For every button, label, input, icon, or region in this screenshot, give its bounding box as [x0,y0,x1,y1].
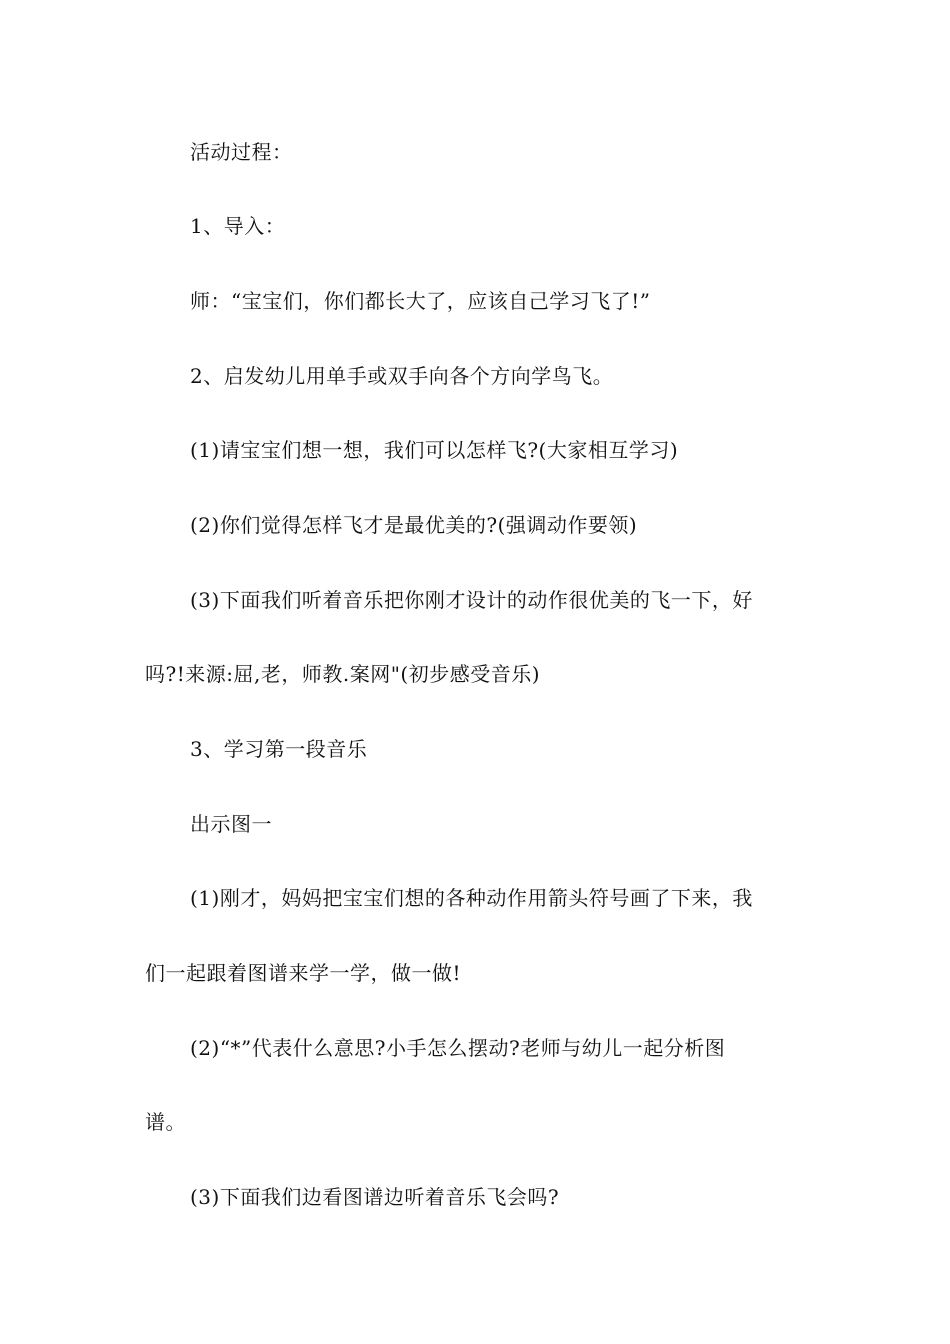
paragraph-continuation: 吗?!来源:屈,老，师教.案网"(初步感受音乐) [145,662,541,686]
paragraph-continuation: 谱。 [145,1110,186,1134]
paragraph-continuation: 们一起跟着图谱来学一学，做一做! [145,961,462,985]
paragraph: 出示图一 [190,812,272,836]
step-1-heading: 1、导入： [190,214,286,238]
paragraph: (1)刚才，妈妈把宝宝们想的各种动作用箭头符号画了下来，我 [190,886,753,910]
paragraph: (2)你们觉得怎样飞才是最优美的?(强调动作要领) [190,513,638,537]
section-heading-activity-process: 活动过程： [190,140,293,164]
step-2-heading: 2、启发幼儿用单手或双手向各个方向学鸟飞。 [190,364,614,388]
paragraph: (1)请宝宝们想一想，我们可以怎样飞?(大家相互学习) [190,438,679,462]
paragraph: (3)下面我们边看图谱边听着音乐飞会吗? [190,1185,560,1209]
paragraph: (2)“*”代表什么意思?小手怎么摆动?老师与幼儿一起分析图 [190,1036,726,1060]
step-3-heading: 3、学习第一段音乐 [190,737,368,761]
paragraph: (3)下面我们听着音乐把你刚才设计的动作很优美的飞一下，好 [190,588,753,612]
paragraph: 师：“宝宝们，你们都长大了，应该自己学习飞了!” [190,289,651,313]
